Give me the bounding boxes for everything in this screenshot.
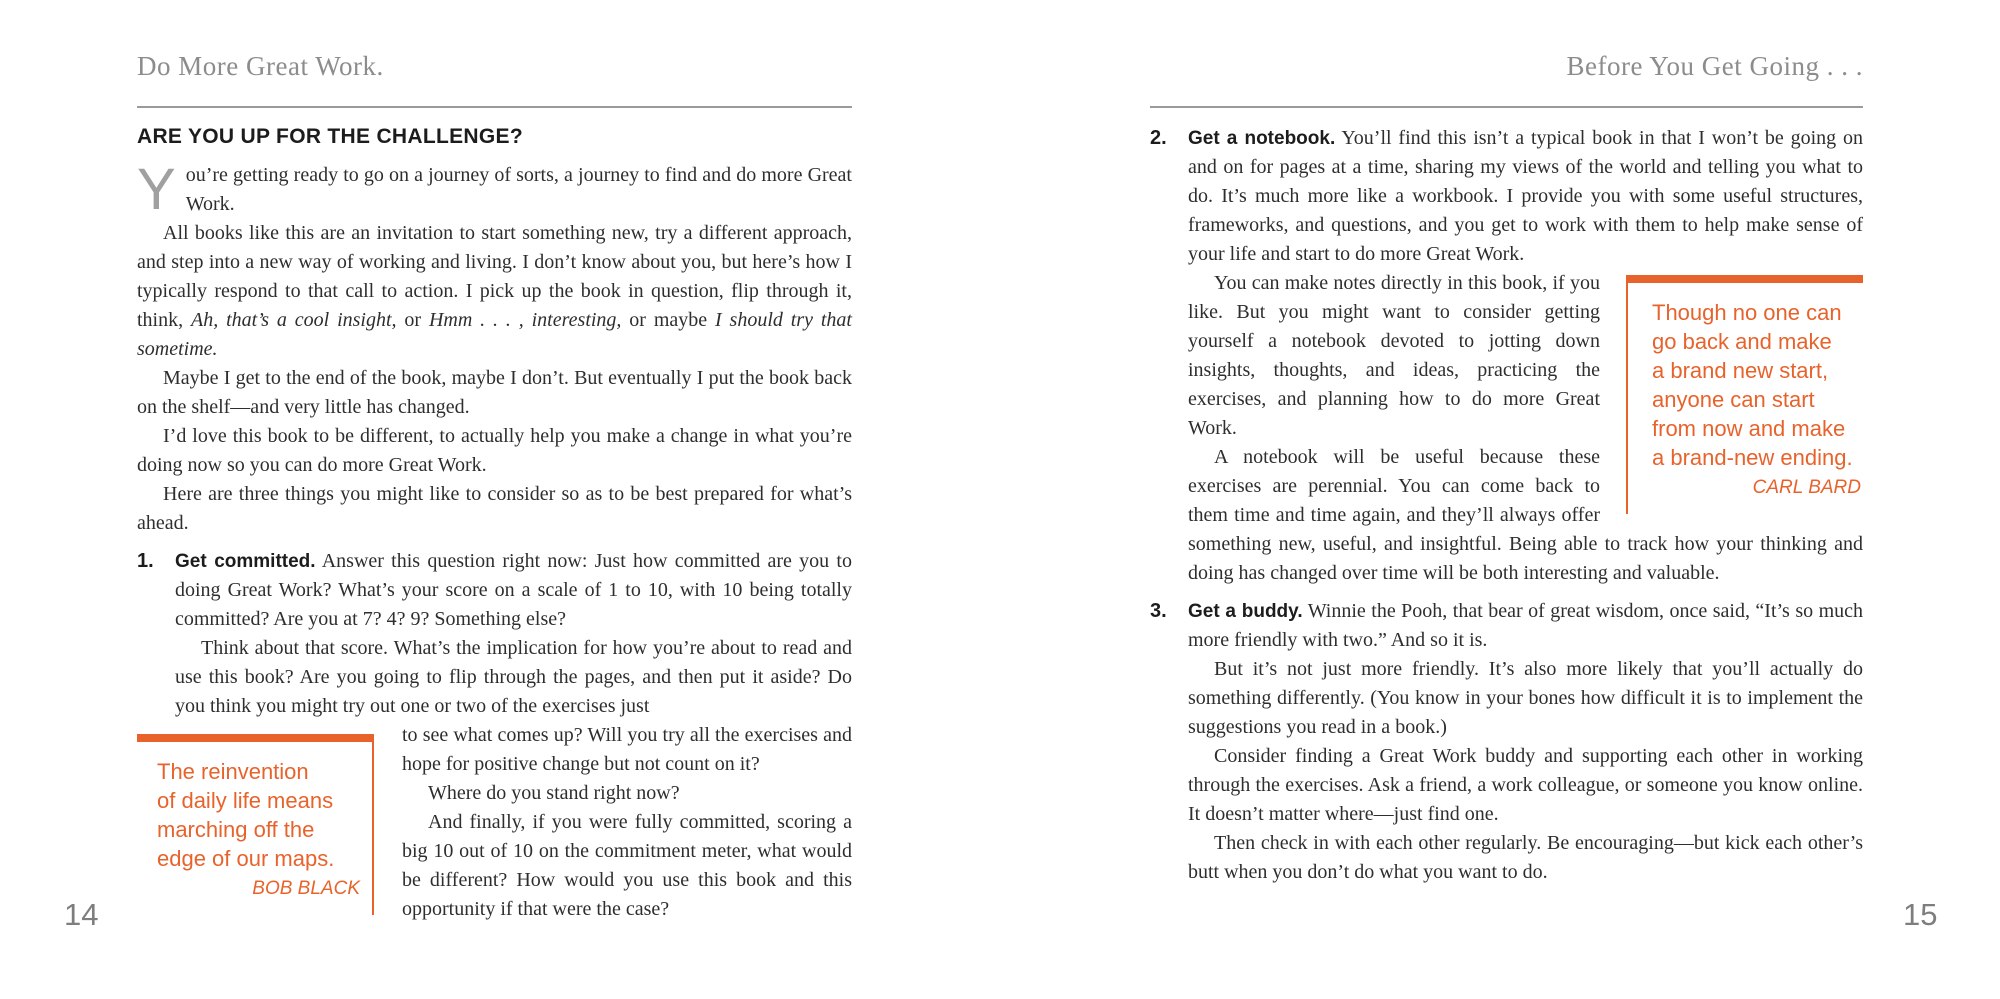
header-rule-left xyxy=(137,106,852,108)
item-number: 1. xyxy=(137,550,154,572)
intro-paragraph-1 xyxy=(137,157,852,222)
paragraph-text: or xyxy=(396,309,429,331)
drop-cap: Y xyxy=(137,157,176,222)
paragraph-text: All books like this are an invitation to start something new, try a different approach, and step into a new way of working and living. I don’t know about you, but here’s how I typically respond to that call to action. I pick up the book in question, flip through it, think, xyxy=(137,222,852,331)
item2-paragraph-1 xyxy=(1188,124,1863,269)
paragraph-text: Winnie the Pooh, that bear of great wisdom, once said, “It’s so much more friendly with two.” And so it is. xyxy=(1188,600,1864,651)
intro-paragraph-2 xyxy=(137,219,852,364)
pullquote-line: The reinvention xyxy=(157,759,309,784)
item2-paragraph-2: You can make notes directly in this book, if you like. But you might want to consider getting yourself a notebook devoted to jotting down insights, thoughts, and ideas, practicing the exercises, and planning how to do more Great Work. xyxy=(1188,272,1600,439)
italic-phrase: Hmm . . . , interesting, xyxy=(428,309,622,331)
left-page xyxy=(137,50,852,924)
item-number: 2. xyxy=(1150,127,1167,149)
item-content xyxy=(1188,124,1863,588)
running-head-left: Do More Great Work. xyxy=(137,51,384,81)
paragraph-text: You’ll find this isn’t a typical book in that I won’t be going on and on for pages at a time, sharing my views of the world and telling you what to do. It’s much more like a workbook. I provide you with some useful structures, frameworks, and questions, and you get to work with them to help make sense of your life and start to do more Great Work. xyxy=(1188,127,1864,265)
italic-phrase: Ah, that’s a cool insight, xyxy=(190,309,397,331)
list-item-1 xyxy=(137,547,852,924)
pullquote-text xyxy=(1626,283,1863,502)
pullquote-line: edge of our maps. xyxy=(157,846,335,871)
item3-paragraph-1 xyxy=(1188,597,1863,655)
item-lead: Get a notebook. xyxy=(1188,128,1336,149)
paragraph-text: or maybe xyxy=(621,309,716,331)
intro-paragraph-3: Maybe I get to the end of the book, maybe I don’t. But eventually I put the book back on the shelf—and very little has changed. xyxy=(137,367,852,418)
item2-paragraph-3: A notebook will be useful because these exercises are perennial. You can come back to them time and time again, and they’ll always offer something new, useful, and insightful. Being able to track how your thinking and doing has changed over time will be both interesting and valuable. xyxy=(1188,446,1863,584)
list-item-3 xyxy=(1150,597,1863,887)
item1-paragraph-4: And finally, if you were fully committed, scoring a big 10 out of 10 on the commitment meter, what would be different? How would you use this book and this opportunity if that were the case? xyxy=(402,811,852,920)
paragraph-text: Answer this question right now: Just how committed are you to doing Great Work? What’s your score on a scale of 1 to 10, with 10 being totally committed? Are you at 7? 4? 9? Something else? xyxy=(175,550,852,630)
pullquote-left xyxy=(137,734,374,915)
intro-paragraph-5: Here are three things you might like to consider so as to be best prepared for what’s ahead. xyxy=(137,483,852,534)
page-number-right: 15 xyxy=(1903,897,1938,932)
intro-paragraph-4: I’d love this book to be different, to actually help you make a change in what you’re doing now so you can do more Great Work. xyxy=(137,425,852,476)
pullquote-right xyxy=(1626,275,1863,514)
list-item-2 xyxy=(1150,124,1863,588)
quote-wrap-row xyxy=(157,721,852,924)
running-head-right: Before You Get Going . . . xyxy=(1566,51,1863,81)
pullquote-line: Though no one can xyxy=(1652,300,1842,325)
item1-paragraph-3: Where do you stand right now? xyxy=(428,782,680,804)
section-title: ARE YOU UP FOR THE CHALLENGE? xyxy=(137,125,523,148)
item1-paragraph-2b: to see what comes up? Will you try all the exercises and hope for positive change but not count on it? xyxy=(402,724,852,775)
item1-paragraph-2a: Think about that score. What’s the implication for how you’re about to read and use this book? Are you going to flip through the pages, and then put it aside? Do you think you might try out one or two of the exercises just xyxy=(175,637,852,717)
pullquote-attribution: CARL BARD xyxy=(1752,477,1861,498)
item-content xyxy=(1188,597,1863,887)
pullquote-line: a brand new start, xyxy=(1652,358,1829,383)
paragraph-text: ou’re getting ready to go on a journey of sorts, a journey to find and do more Great Work. xyxy=(185,164,852,215)
pullquote-line: a brand-new ending. xyxy=(1652,445,1853,470)
pullquote-line: marching off the xyxy=(157,817,315,842)
item-content xyxy=(157,547,852,924)
pullquote-line: go back and make xyxy=(1652,329,1832,354)
header-rule-right xyxy=(1150,106,1863,108)
pullquote-top-bar xyxy=(137,734,374,742)
right-page xyxy=(1150,50,1863,887)
item1-paragraph-1 xyxy=(175,547,852,634)
pullquote-line: of daily life means xyxy=(157,788,334,813)
pullquote-line: from now and make xyxy=(1652,416,1846,441)
pullquote-top-bar xyxy=(1626,275,1863,283)
item-lead: Get a buddy. xyxy=(1188,601,1303,622)
pullquote-line: anyone can start xyxy=(1652,387,1815,412)
item3-paragraph-4: Then check in with each other regularly. Be encouraging—but kick each other’s butt when you don’t do what you want to do. xyxy=(1188,832,1863,883)
wrapped-text xyxy=(402,721,852,924)
italic-phrase: I should try that sometime. xyxy=(137,309,852,360)
pullquote-attribution: BOB BLACK xyxy=(252,878,360,899)
item-number: 3. xyxy=(1150,600,1167,622)
item-lead: Get committed. xyxy=(175,551,316,572)
item3-paragraph-2: But it’s not just more friendly. It’s also more likely that you’ll actually do something differently. (You know in your bones how difficult it is to implement the suggestions you read in a book.) xyxy=(1188,658,1863,738)
item3-paragraph-3: Consider finding a Great Work buddy and supporting each other in working through the exercises. Ask a friend, a work colleague, or someone you know online. It doesn’t matter where—just find one. xyxy=(1188,745,1863,825)
page-number-left: 14 xyxy=(64,897,99,932)
pullquote-text xyxy=(137,742,374,903)
